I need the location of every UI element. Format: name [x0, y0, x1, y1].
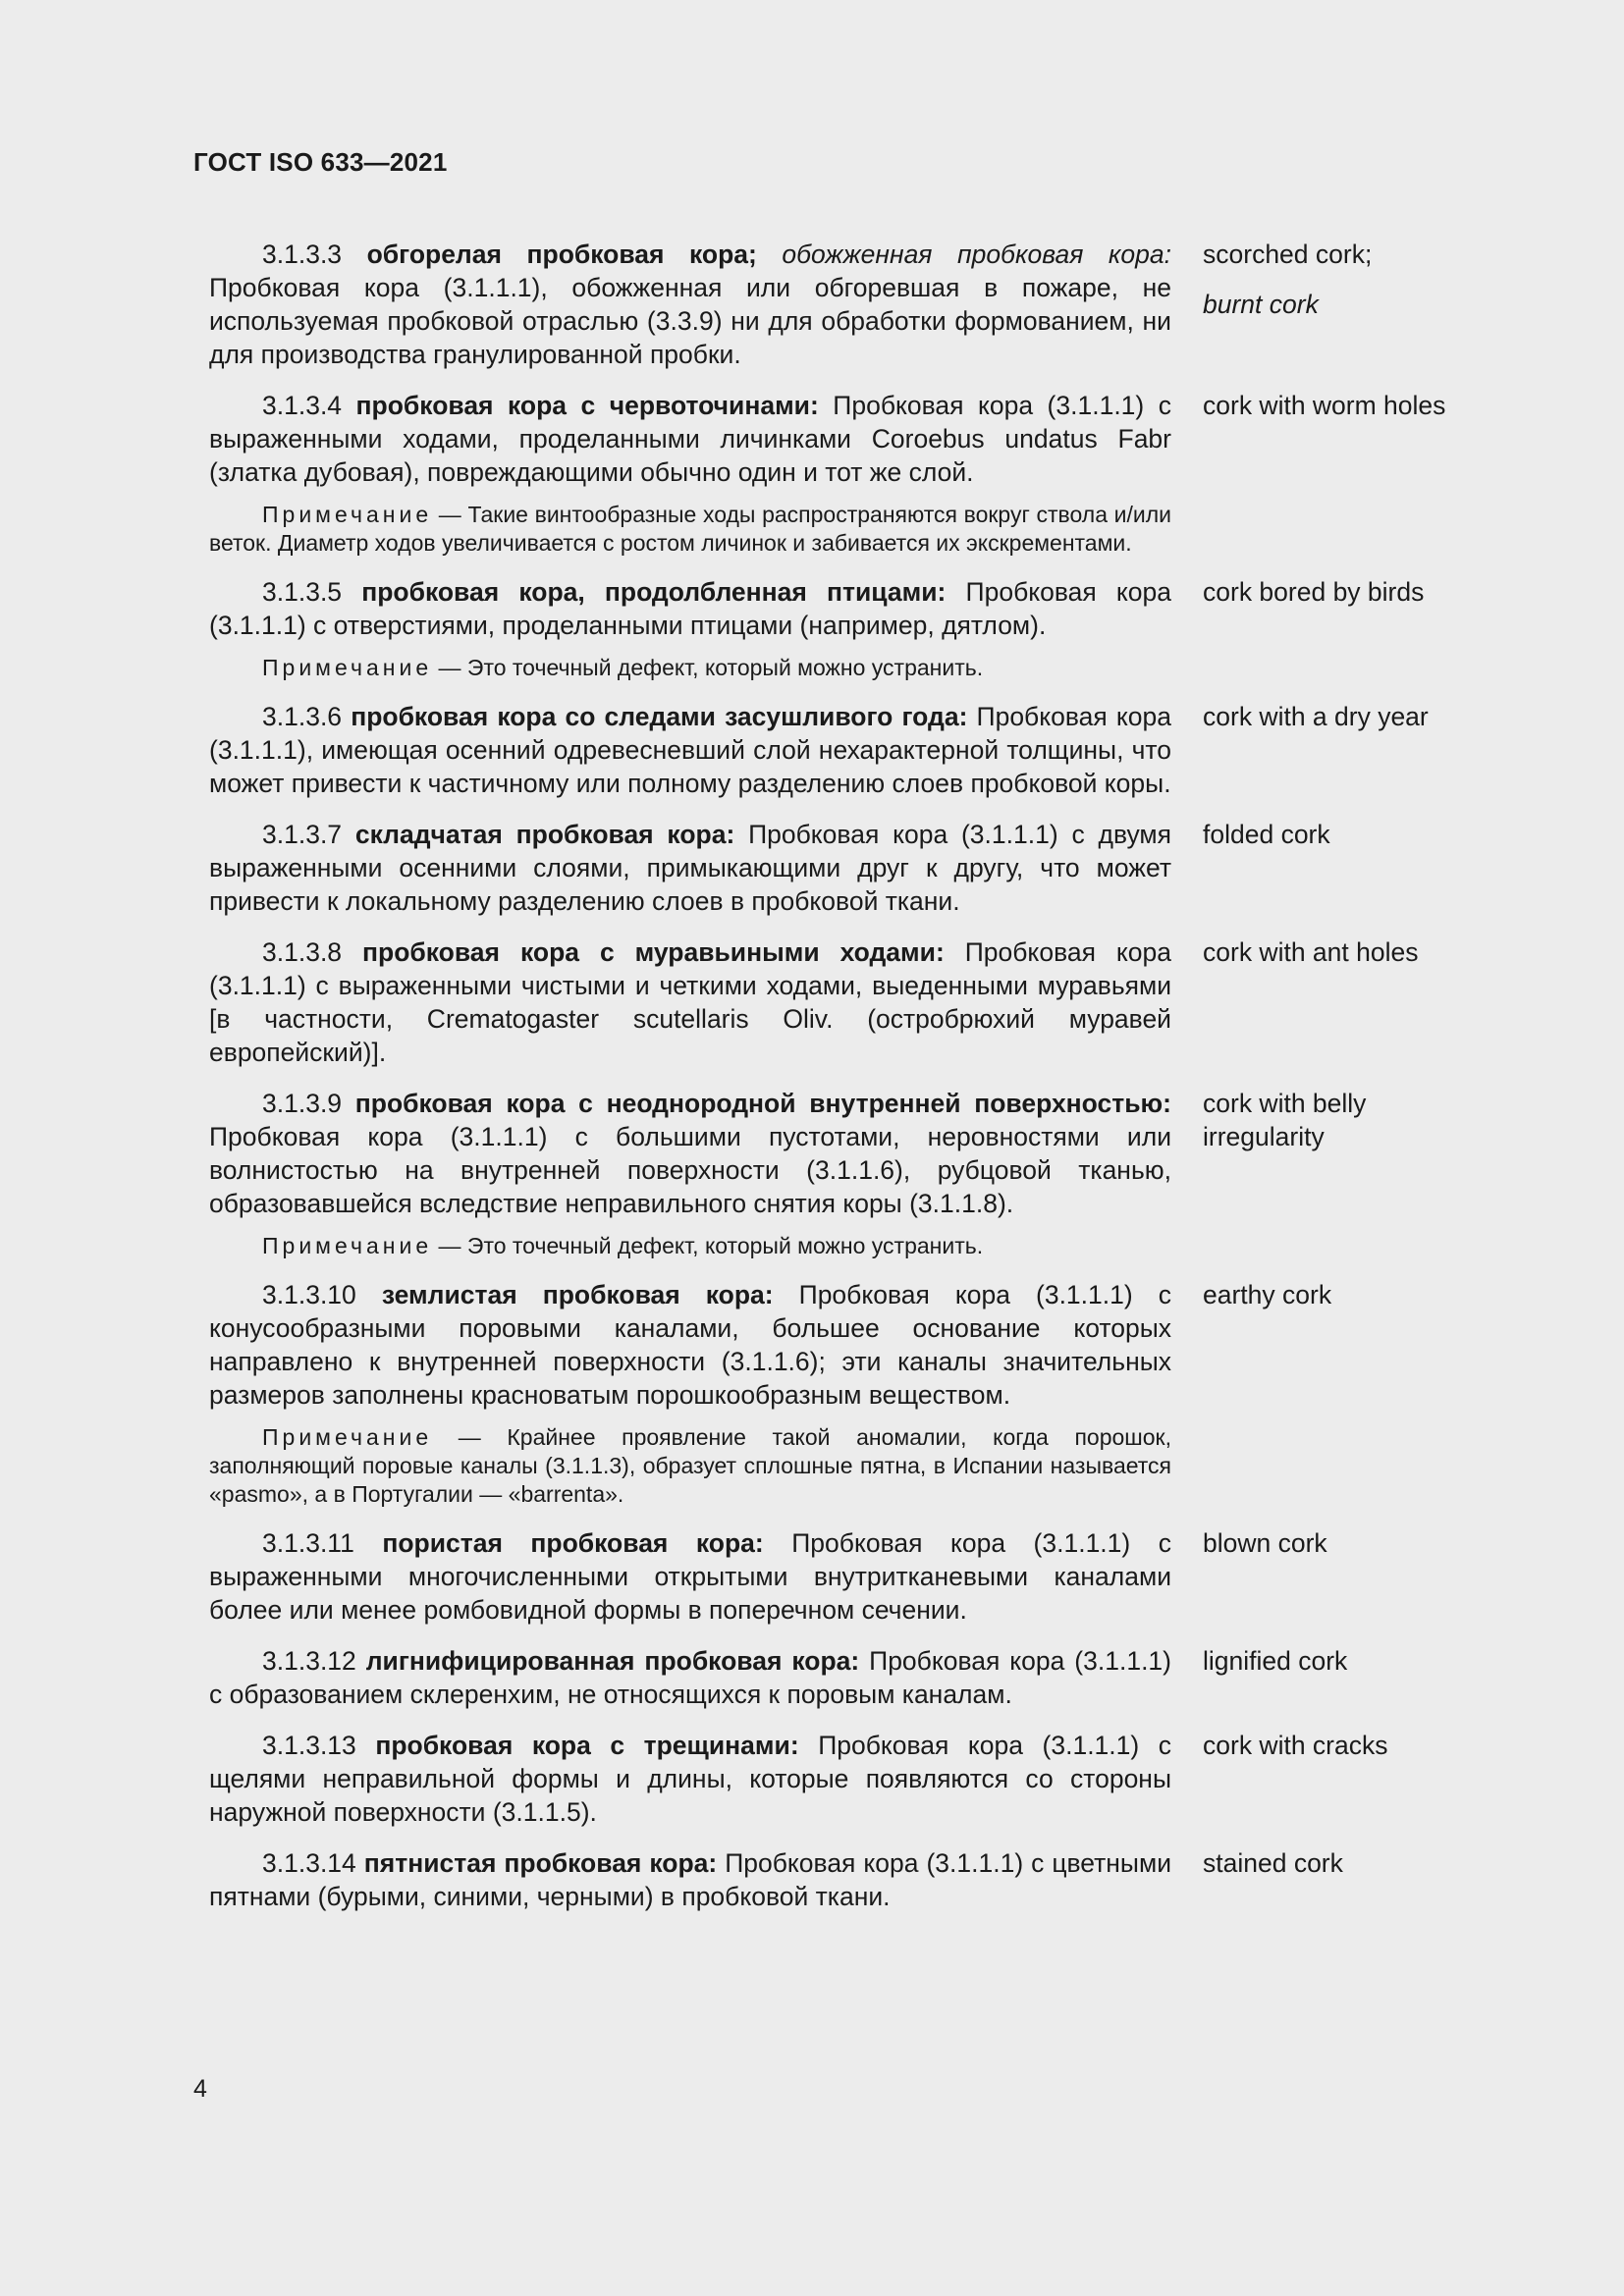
entry-note	[209, 1423, 1171, 1509]
entry-definition: Пробковая кора (3.1.1.1) с выраженными ходами, проделанными личинками Coroebus undatus Fabr (златка дубовая), повреждающими обычно один и тот же слой.	[209, 391, 1171, 487]
entry-definition-block	[209, 238, 1171, 371]
term-entry	[209, 700, 1466, 800]
english-term-block	[1203, 1729, 1458, 1762]
english-term: lignified cork	[1203, 1646, 1348, 1676]
english-term: cork with ant holes	[1203, 937, 1419, 967]
document-header: ГОСТ ISO 633—2021	[193, 147, 448, 177]
entry-definition: Пробковая кора (3.1.1.1), обожженная или обгоревшая в пожаре, не используемая пробковой отраслью (3.3.9) ни для обработки формованием, ни для производства гранулированной пробки.	[209, 273, 1171, 369]
entry-definition: Пробковая кора (3.1.1.1) с отверстиями, проделанными птицами (например, дятлом).	[209, 577, 1171, 640]
entry-note	[209, 654, 1171, 682]
entry-definition: Пробковая кора (3.1.1.1), имеющая осенний одревесневший слой нехарактерной толщины, что может привести к частичному или полному разделению слоев пробковой коры.	[209, 702, 1171, 798]
english-term: cork with belly irregularity	[1203, 1089, 1367, 1151]
term-entry	[209, 238, 1466, 371]
term-entry	[209, 1644, 1466, 1711]
entry-number: 3.1.3.12	[262, 1646, 356, 1676]
english-term: folded cork	[1203, 820, 1330, 849]
note-label: Примечание	[262, 502, 433, 527]
page-number: 4	[193, 2075, 207, 2103]
entry-definition-block	[209, 575, 1171, 642]
entry-term: пятнистая пробковая кора:	[363, 1848, 718, 1878]
english-term-block	[1203, 238, 1458, 321]
entry-number: 3.1.3.8	[262, 937, 343, 967]
term-entry	[209, 575, 1466, 642]
english-term-block	[1203, 935, 1458, 969]
entry-definition-block	[209, 1644, 1171, 1711]
entry-note	[209, 1232, 1171, 1260]
entry-number: 3.1.3.5	[262, 577, 343, 607]
english-term: cork with a dry year	[1203, 702, 1429, 731]
entry-term: землистая пробковая кора:	[381, 1280, 774, 1309]
entry-number: 3.1.3.9	[262, 1089, 343, 1118]
entry-term: пробковая кора с червоточинами:	[355, 391, 819, 420]
entry-number: 3.1.3.4	[262, 391, 343, 420]
english-term-block	[1203, 1278, 1458, 1311]
entry-term: пористая пробковая кора:	[382, 1528, 764, 1558]
english-term: scorched cork;	[1203, 240, 1373, 269]
entry-definition: Пробковая кора (3.1.1.1) с выраженными чистыми и четкими ходами, выеденными муравьями [в частности, Crematogaster scutellaris Oliv. (остробрюхий муравей европейский)].	[209, 937, 1171, 1067]
english-term-block	[1203, 818, 1458, 851]
entry-number: 3.1.3.13	[262, 1731, 356, 1760]
entry-definition: Пробковая кора (3.1.1.1) с щелями неправильной формы и длины, которые появляются со стороны наружной поверхности (3.1.1.5).	[209, 1731, 1171, 1827]
english-term: stained cork	[1203, 1848, 1343, 1878]
term-entry	[209, 818, 1466, 918]
english-term-block	[1203, 575, 1458, 609]
entry-definition: Пробковая кора (3.1.1.1) с выраженными многочисленными открытыми внутритканевыми каналами более или менее ромбовидной формы в поперечном сечении.	[209, 1528, 1171, 1625]
english-term-block	[1203, 1644, 1458, 1678]
note-text: — Крайнее проявление такой аномалии, когда порошок, заполняющий поровые каналы (3.1.1.3), образует сплошные пятна, в Испании называется «pasmo», а в Португалии — «barrenta».	[209, 1424, 1171, 1507]
entry-term: пробковая кора с муравьиными ходами:	[362, 937, 945, 967]
english-term-block	[1203, 1087, 1458, 1153]
term-entry	[209, 1278, 1466, 1412]
entry-term: обгорелая пробковая кора;	[366, 240, 757, 269]
entry-term: складчатая пробковая кора:	[354, 820, 735, 849]
note-text: — Это точечный дефект, который можно устранить.	[438, 1233, 984, 1258]
entry-definition-block	[209, 1278, 1171, 1412]
entry-term: пробковая кора со следами засушливого года:	[351, 702, 968, 731]
entry-term: лигнифицированная пробковая кора:	[365, 1646, 860, 1676]
entry-definition-block	[209, 935, 1171, 1069]
entry-number: 3.1.3.3	[262, 240, 343, 269]
english-alt-term: burnt cork	[1203, 290, 1319, 319]
note-label: Примечание	[262, 655, 433, 680]
english-term-block	[1203, 389, 1458, 422]
entry-definition-block	[209, 1846, 1171, 1913]
entry-definition: Пробковая кора (3.1.1.1) с двумя выраженными осенними слоями, примыкающими друг к другу, что может привести к локальному разделению слоев в пробковой ткани.	[209, 820, 1171, 916]
note-label: Примечание	[262, 1233, 433, 1258]
terms-list	[209, 238, 1466, 1931]
entry-definition: Пробковая кора (3.1.1.1) с образованием склеренхим, не относящихся к поровым каналам.	[209, 1646, 1171, 1709]
entry-number: 3.1.3.14	[262, 1848, 356, 1878]
english-term: cork bored by birds	[1203, 577, 1425, 607]
entry-definition: Пробковая кора (3.1.1.1) с большими пустотами, неровностями или волнистостью на внутренней поверхности (3.1.1.6), рубцовой тканью, образовавшейся вследствие неправильного снятия коры (3.1.1.8).	[209, 1122, 1171, 1218]
entry-definition-block	[209, 818, 1171, 918]
entry-note	[209, 501, 1171, 558]
entry-definition: Пробковая кора (3.1.1.1) с конусообразными поровыми каналами, большее основание которых направлено к внутренней поверхности (3.1.1.6); эти каналы значительных размеров заполнены красноватым порошкообразным веществом.	[209, 1280, 1171, 1410]
entry-term: пробковая кора, продолбленная птицами:	[361, 577, 947, 607]
english-term-block	[1203, 1846, 1458, 1880]
term-entry	[209, 1526, 1466, 1627]
entry-definition: Пробковая кора (3.1.1.1) с цветными пятнами (бурыми, синими, черными) в пробковой ткани.	[209, 1848, 1171, 1911]
entry-definition-block	[209, 700, 1171, 800]
entry-definition-block	[209, 1526, 1171, 1627]
entry-term: пробковая кора с неоднородной внутренней поверхностью:	[354, 1089, 1171, 1118]
english-term: cork with worm holes	[1203, 391, 1446, 420]
entry-definition-block	[209, 389, 1171, 489]
english-term-block	[1203, 1526, 1458, 1560]
entry-number: 3.1.3.10	[262, 1280, 356, 1309]
term-entry	[209, 1846, 1466, 1913]
entry-definition-block	[209, 1729, 1171, 1829]
english-term: cork with cracks	[1203, 1731, 1388, 1760]
entry-number: 3.1.3.7	[262, 820, 343, 849]
english-term: earthy cork	[1203, 1280, 1332, 1309]
english-term: blown cork	[1203, 1528, 1327, 1558]
term-entry	[209, 935, 1466, 1069]
entry-number: 3.1.3.11	[262, 1528, 354, 1558]
note-text: — Такие винтообразные ходы распространяются вокруг ствола и/или веток. Диаметр ходов увеличивается с ростом личинок и забивается их экскрементами.	[209, 502, 1171, 556]
entry-term: пробковая кора с трещинами:	[375, 1731, 799, 1760]
note-label: Примечание	[262, 1424, 433, 1450]
entry-number: 3.1.3.6	[262, 702, 343, 731]
note-text: — Это точечный дефект, который можно устранить.	[438, 655, 984, 680]
entry-alt-term: обожженная пробковая кора:	[782, 240, 1171, 269]
entry-definition-block	[209, 1087, 1171, 1220]
term-entry	[209, 1729, 1466, 1829]
term-entry	[209, 1087, 1466, 1220]
english-term-block	[1203, 700, 1458, 733]
term-entry	[209, 389, 1466, 489]
